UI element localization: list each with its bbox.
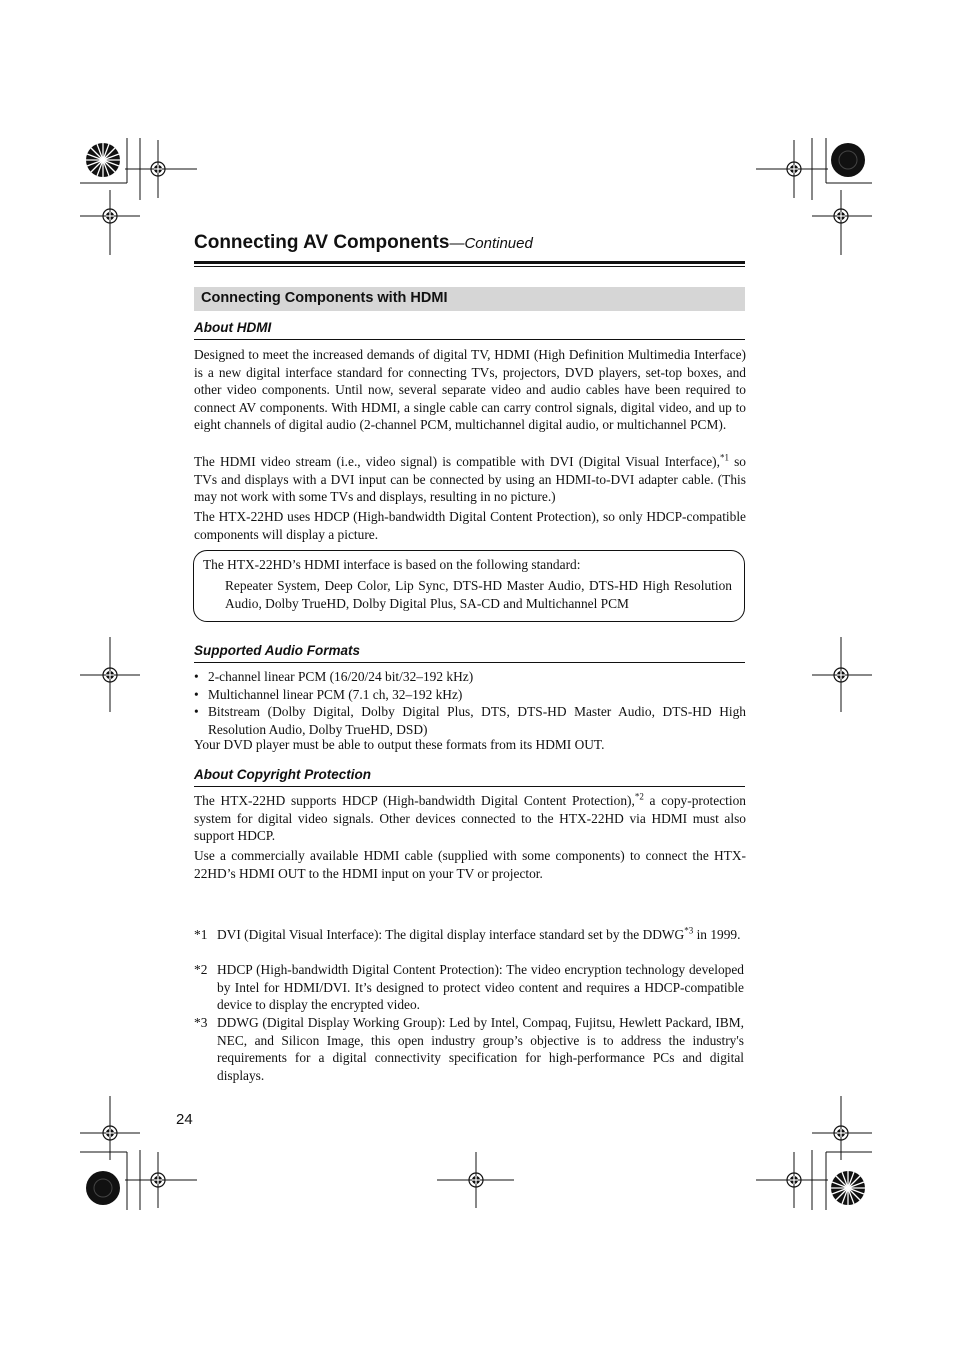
footnote-text: DDWG (Digital Display Working Group): Led by Intel, Compaq, Fujitsu, Hewlett Packard, IBM, NEC, and Silicon Image, this open industry group’s objective is to address the industry's requirements for a digital connectivity specification for high-performance PCs and digital displays. bbox=[217, 1015, 744, 1083]
page-title-continued: —Continued bbox=[449, 235, 533, 252]
list-item-text: Bitstream (Dolby Digital, Dolby Digital Plus, DTS, DTS-HD Master Audio, DTS-HD High Resolution Audio, Dolby TrueHD, DSD) bbox=[208, 704, 746, 737]
bullet-glyph: • bbox=[194, 669, 199, 684]
bullet-glyph: • bbox=[194, 704, 199, 719]
about-hdmi-paragraph-3: The HTX-22HD uses HDCP (High-bandwidth Digital Content Protection), so only HDCP-compatible components will display a picture. bbox=[194, 509, 746, 542]
hdmi-standard-note-box bbox=[193, 550, 745, 622]
list-item bbox=[194, 703, 746, 738]
copyright-p1-text: The HTX-22HD supports HDCP (High-bandwidth Digital Content Protection), bbox=[194, 793, 635, 808]
sunburst-mark-top-left bbox=[86, 143, 120, 177]
footnote-text bbox=[217, 926, 744, 944]
subheading-about-hdmi: About HDMI bbox=[194, 320, 745, 340]
copyright-p1-text-cont: a copy-protection system for digital video signals. Other devices connected to the HTX-22HD via HDMI must also support HDCP. bbox=[194, 793, 746, 844]
footnote-mark: *1 bbox=[194, 927, 208, 942]
footnote-1-text-cont: in 1999. bbox=[693, 927, 741, 942]
footnote-mark: *3 bbox=[194, 1015, 208, 1030]
section-heading: Connecting Components with HDMI bbox=[201, 290, 448, 306]
bullet-glyph: • bbox=[194, 686, 199, 702]
sunburst-mark-top-right bbox=[831, 143, 865, 177]
copyright-paragraph-2: Use a commercially available HDMI cable (supplied with some components) to connect the HTX-22HD’s HDMI OUT to the HDMI input on your TV or projector. bbox=[194, 848, 746, 881]
footnote-ref-1: *1 bbox=[719, 452, 729, 463]
section-heading-bar bbox=[194, 287, 745, 311]
about-hdmi-p2-text-cont: so TVs and displays with a DVI input can be connected by using an HDMI-to-DVI adapter cable. (This may not work with some TVs and displays, resulting in no picture.) bbox=[194, 454, 746, 505]
about-hdmi-p2-text: The HDMI video stream (i.e., video signal) is compatible with DVI (Digital Visual Interface), bbox=[194, 454, 720, 469]
page-number: 24 bbox=[176, 1111, 193, 1128]
audio-formats-note: Your DVD player must be able to output these formats from its HDMI OUT. bbox=[194, 737, 605, 752]
page-header bbox=[194, 232, 745, 254]
sunburst-mark-bottom-left bbox=[86, 1171, 120, 1205]
audio-format-list bbox=[194, 668, 746, 738]
header-rule-thin bbox=[194, 266, 745, 267]
copyright-paragraph-1 bbox=[194, 792, 746, 845]
footnote-ref-2: *2 bbox=[634, 791, 644, 802]
footnote-text: HDCP (High-bandwidth Digital Content Protection): The video encryption technology developed by Intel for HDMI/DVI. It’s designed to protect video content and requires a HDCP-compatible device to display the encrypted video. bbox=[217, 962, 744, 1013]
subheading-about-copyright-protection: About Copyright Protection bbox=[194, 767, 745, 787]
page-title bbox=[194, 232, 745, 254]
page-title-text: Connecting AV Components bbox=[194, 232, 450, 253]
subheading-supported-audio-formats: Supported Audio Formats bbox=[194, 643, 745, 663]
footnote-ref-3: *3 bbox=[684, 925, 694, 936]
list-item bbox=[194, 686, 746, 704]
note-box-lead: The HTX-22HD’s HDMI interface is based on the following standard: bbox=[203, 557, 581, 572]
footnote-mark: *2 bbox=[194, 962, 208, 977]
about-hdmi-paragraph-2 bbox=[194, 453, 746, 506]
list-item-text: Multichannel linear PCM (7.1 ch, 32–192 kHz) bbox=[208, 686, 463, 702]
list-item bbox=[194, 668, 746, 686]
about-hdmi-paragraph-1: Designed to meet the increased demands of digital TV, HDMI (High Definition Multimedia Interface) is a new digital interface standard for connecting TVs, projectors, DVD players, set-top boxes, and other video components. Until now, several separate video and audio cables have been required to connect AV components. With HDMI, a single cable can carry control signals, digital video, and up to eight channels of digital audio (2-channel PCM, multichannel digital audio, or multichannel PCM). bbox=[194, 347, 746, 433]
note-box-body: Repeater System, Deep Color, Lip Sync, DTS-HD Master Audio, DTS-HD High Resolution Audio, Dolby TrueHD, Dolby Digital Plus, SA-CD and Multichannel PCM bbox=[225, 578, 732, 611]
sunburst-mark-bottom-right bbox=[831, 1171, 865, 1205]
footnote-1-text: DVI (Digital Visual Interface): The digital display interface standard set by the DDWG bbox=[217, 927, 685, 942]
list-item-text: 2-channel linear PCM (16/20/24 bit/32–192 kHz) bbox=[208, 669, 474, 684]
header-rule-thick bbox=[194, 261, 745, 264]
